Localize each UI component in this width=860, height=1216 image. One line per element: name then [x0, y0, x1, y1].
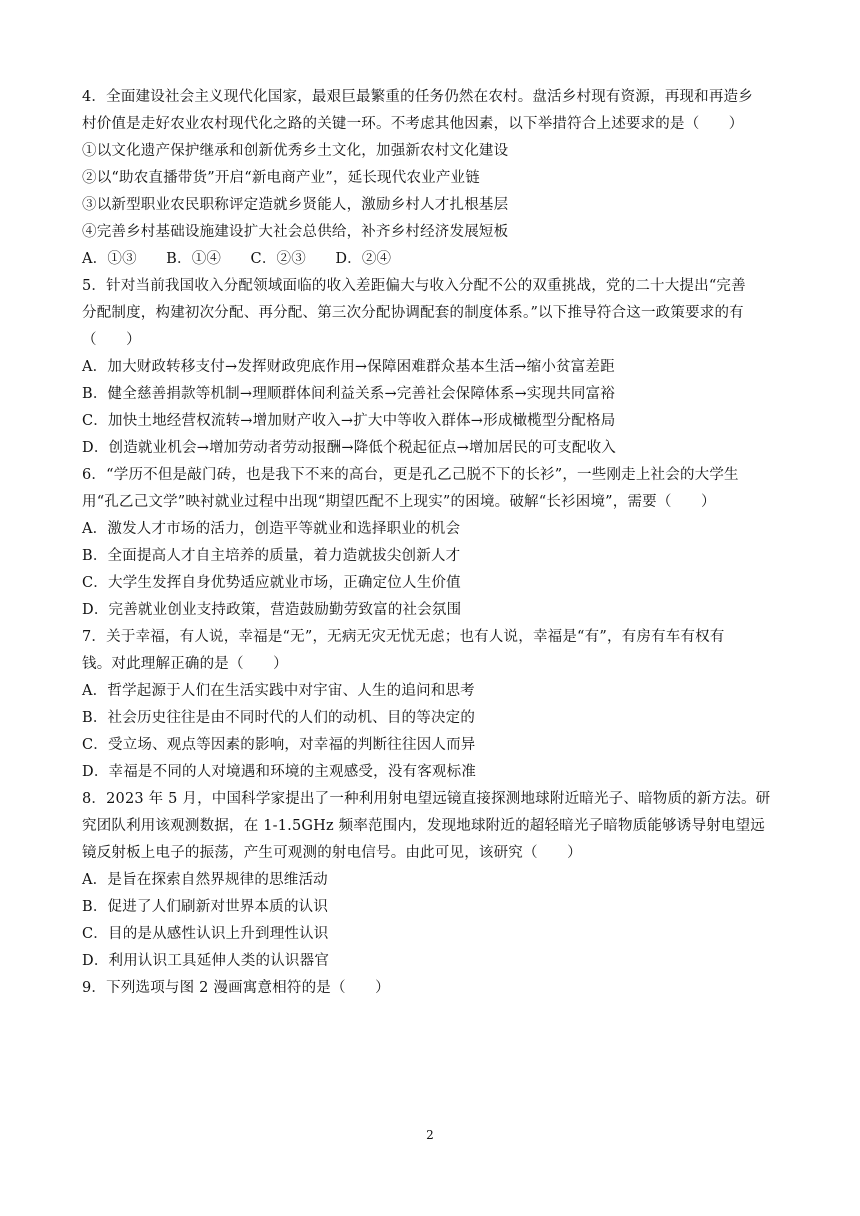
question-5	[82, 273, 782, 462]
answer-option: A．加大财政转移支付→发挥财政兜底作用→保障困难群众基本生活→缩小贫富差距	[82, 359, 615, 375]
answer-option: D．创造就业机会→增加劳动者劳动报酬→降低个税起征点→增加居民的可支配收入	[82, 440, 616, 456]
answer-option: D．幸福是不同的人对境遇和环境的主观感受，没有客观标准	[82, 764, 477, 780]
question-text: 镜反射板上电子的振荡，产生可观测的射电信号。由此可见，该研究（ ）	[82, 845, 582, 861]
answer-option: B．全面提高人才自主培养的质量，着力造就拔尖创新人才	[82, 548, 461, 564]
page-number: 2	[426, 1128, 434, 1142]
question-6	[82, 462, 782, 624]
answer-option: A．是旨在探索自然界规律的思维活动	[82, 872, 328, 888]
answer-option: C．大学生发挥自身优势适应就业市场，正确定位人生价值	[82, 575, 461, 591]
question-text: 分配制度，构建初次分配、再分配、第三次分配协调配套的制度体系。”以下推导符合这一政策要求的有	[82, 305, 744, 321]
statement-item: ②以“助农直播带货”开启“新电商产业”，延长现代农业产业链	[82, 170, 480, 186]
answer-option: C．目的是从感性认识上升到理性认识	[82, 926, 329, 942]
answer-option: C．受立场、观点等因素的影响，对幸福的判断往往因人而异	[82, 737, 476, 753]
statement-item: ④完善乡村基础设施建设扩大社会总供给，补齐乡村经济发展短板	[82, 224, 509, 240]
answer-option: A．激发人才市场的活力，创造平等就业和选择职业的机会	[82, 521, 461, 537]
question-text: 村价值是走好农业农村现代化之路的关键一环。不考虑其他因素，以下举措符合上述要求的是（ ）	[82, 116, 744, 132]
question-text: 4．全面建设社会主义现代化国家，最艰巨最繁重的任务仍然在农村。盘活乡村现有资源，再现和再造乡	[82, 89, 753, 105]
question-text: 9．下列选项与图 2 漫画寓意相符的是（ ）	[82, 980, 390, 996]
question-9	[82, 975, 782, 1002]
question-text: 钱。对此理解正确的是（ ）	[82, 656, 288, 672]
question-text: 8．2023 年 5 月，中国科学家提出了一种利用射电望远镜直接探测地球附近暗光子、暗物质的新方法。研	[82, 791, 771, 807]
question-list	[82, 84, 782, 1002]
answer-option: B．促进了人们刷新对世界本质的认识	[82, 899, 329, 915]
statement-item: ③以新型职业农民职称评定造就乡贤能人，激励乡村人才扎根基层	[82, 197, 509, 213]
question-text: （ ）	[82, 332, 141, 348]
question-4	[82, 84, 782, 273]
answer-option: A．哲学起源于人们在生活实践中对宇宙、人生的追问和思考	[82, 683, 475, 699]
question-text: 7．关于幸福，有人说，幸福是“无”，无病无灾无忧无虑；也有人说，幸福是“有”，有房有车有权有	[82, 629, 725, 645]
question-7	[82, 624, 782, 786]
answer-option: B．健全慈善捐款等机制→理顺群体间利益关系→完善社会保障体系→实现共同富裕	[82, 386, 616, 402]
question-8	[82, 786, 782, 975]
answer-option: D．完善就业创业支持政策，营造鼓励勤劳致富的社会氛围	[82, 602, 462, 618]
question-text: 用“孔乙己文学”映衬就业过程中出现“期望匹配不上现实”的困境。破解“长衫困境”，需要（ ）	[82, 494, 716, 510]
answer-option: C．加快土地经营权流转→增加财产收入→扩大中等收入群体→形成橄榄型分配格局	[82, 413, 616, 429]
answer-option: D．利用认识工具延伸人类的认识器官	[82, 953, 330, 969]
question-text: 6．“学历不但是敲门砖，也是我下不来的高台，更是孔乙己脱不下的长衫”，一些刚走上社会的大学生	[82, 467, 739, 483]
answer-option: B．社会历史往往是由不同时代的人们的动机、目的等决定的	[82, 710, 476, 726]
statement-item: ①以文化遗产保护继承和创新优秀乡土文化，加强新农村文化建设	[82, 143, 509, 159]
question-text: 究团队利用该观测数据，在 1-1.5GHz 频率范围内，发现地球附近的超轻暗光子暗物质能够诱导射电望远	[82, 818, 765, 834]
question-text: 5．针对当前我国收入分配领域面临的收入差距偏大与收入分配不公的双重挑战，党的二十大提出“完善	[82, 278, 746, 294]
answer-options: A．①③ B．①④ C．②③ D．②④	[82, 251, 392, 267]
